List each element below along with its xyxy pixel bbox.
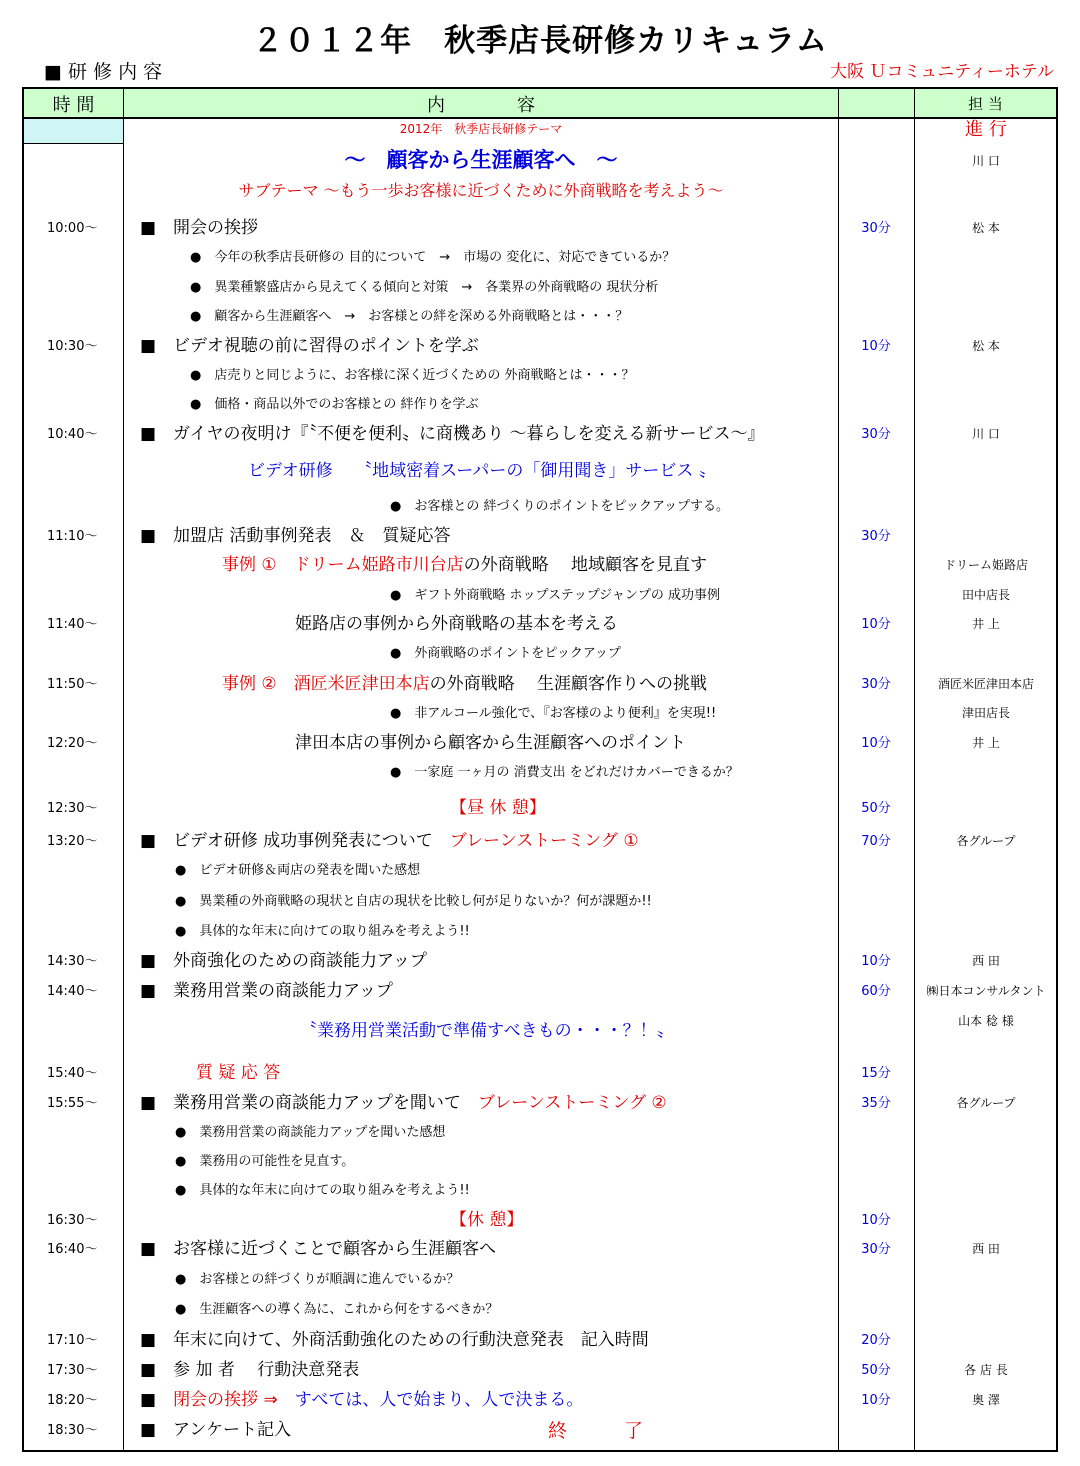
row-person: 川 口 <box>972 427 1000 441</box>
progress-person: 川 口 <box>972 154 1000 168</box>
row-time: 18:30～ <box>47 1423 98 1438</box>
row-content <box>190 251 675 264</box>
row-minutes: 30分 <box>861 427 891 442</box>
row-text: 〝業務用営業活動で準備すべきもの・・・？！〟 <box>300 1021 674 1041</box>
row-text: の外商戦略 地域顧客を見直す <box>463 555 708 575</box>
row-content <box>390 766 739 779</box>
row-content <box>450 1212 523 1229</box>
row-content <box>190 310 628 323</box>
row-content <box>295 735 686 752</box>
row-content <box>190 281 658 294</box>
row-text: ● 異業種繁盛店から見えてくる傾向と対策 → 各業界の外商戦略の 現状分析 <box>190 280 659 295</box>
row-content <box>175 895 652 908</box>
row-minutes: 10分 <box>861 1393 891 1408</box>
row-minutes: 50分 <box>861 1363 891 1378</box>
row-text: ● 具体的な年末に向けての取り組みを考えよう!! <box>175 924 470 939</box>
row-person: 各グループ <box>956 1096 1016 1110</box>
row-content <box>175 864 420 877</box>
row-content <box>140 426 764 443</box>
row-content <box>140 1241 496 1258</box>
row-content <box>140 833 639 850</box>
row-text: の外商戦略 生涯顧客作りへの挑戦 <box>429 674 708 694</box>
row-time: 17:30～ <box>47 1363 98 1378</box>
row-content <box>175 925 470 938</box>
row-minutes: 35分 <box>861 1096 891 1111</box>
row-person: 田中店長 <box>961 588 1010 602</box>
row-text: ■ 参 加 者 行動決意発表 <box>140 1360 360 1380</box>
row-time: 10:30～ <box>47 339 98 354</box>
row-time: 15:55～ <box>47 1096 98 1111</box>
row-time: 10:40～ <box>47 427 98 442</box>
row-minutes: 60分 <box>861 984 891 999</box>
row-content <box>140 1392 583 1409</box>
row-text: ● お客様との絆づくりが順調に進んでいるか？ <box>175 1272 460 1287</box>
row-content <box>175 1273 459 1286</box>
row-time: 18:20～ <box>47 1393 98 1408</box>
theme-label: 2012年 秋季店長研修テーマ <box>399 122 563 136</box>
row-text: ビデオ研修 〝地域密着スーパーの「御用聞き」サービス 〟 <box>248 461 716 481</box>
row-time: 12:30～ <box>47 801 98 816</box>
row-text: ■ 開会の挨拶 <box>140 218 259 238</box>
header-content: 内 容 <box>427 95 535 116</box>
row-content <box>140 953 427 970</box>
row-content <box>175 1155 354 1168</box>
row-minutes: 70分 <box>861 834 891 849</box>
time-header-cell <box>24 119 123 144</box>
row-text: 姫路店の事例から外商戦略の基本を考える <box>295 614 618 634</box>
row-text: ● 顧客から生涯顧客へ → お客様との絆を深める外商戦略とは・・・？ <box>190 309 629 324</box>
row-text: ● 業務用営業の商談能力アップを聞いた感想 <box>175 1125 446 1140</box>
row-minutes: 10分 <box>861 736 891 751</box>
column-divider <box>914 89 915 1450</box>
row-content <box>175 1303 498 1316</box>
row-minutes: 10分 <box>861 339 891 354</box>
row-text: 津田本店の事例から顧客から生涯顧客へのポイント <box>295 733 686 753</box>
bullet: ■ <box>140 1390 157 1410</box>
row-text: ■ 業務用営業の商談能力アップを聞いて <box>140 1093 461 1113</box>
row-content <box>222 676 707 693</box>
row-person: 井 上 <box>972 617 1000 631</box>
row-person: 奥 澤 <box>972 1393 1000 1407</box>
row-minutes: 10分 <box>861 1213 891 1228</box>
brainstorming-label: ブレーンストーミング ② <box>477 1093 667 1113</box>
row-content <box>140 338 479 355</box>
row-content <box>140 220 258 237</box>
row-text: ● 非アルコール強化で、『お客様のより便利』を実現!! <box>390 706 717 721</box>
row-content <box>196 1065 280 1082</box>
section-label: ■ 研 修 内 容 <box>44 61 163 83</box>
page-title: ２０１２年 秋季店長研修カリキュラム <box>252 23 828 59</box>
row-content <box>190 398 478 411</box>
row-minutes: 30分 <box>861 1242 891 1257</box>
row-text: 【休 憩】 <box>450 1210 524 1230</box>
row-text: ● ギフト外商戦略 ホップステップジャンプの 成功事例 <box>390 588 721 603</box>
row-minutes: 30分 <box>861 677 891 692</box>
theme-main: ～ 顧客から生涯顧客へ ～ <box>344 148 618 172</box>
row-content <box>300 1023 674 1040</box>
row-time: 10:00～ <box>47 221 98 236</box>
row-content <box>140 1422 291 1439</box>
venue-label: 大阪 Ｕコミュニティーホテル <box>830 62 1054 82</box>
row-person: 津田店長 <box>961 706 1010 720</box>
row-text: ■ 外商強化のための商談能力アップ <box>140 951 427 971</box>
row-minutes: 10分 <box>861 954 891 969</box>
end-label: 終 了 <box>548 1420 644 1442</box>
row-text: ● ビデオ研修＆両店の発表を聞いた感想 <box>175 863 421 878</box>
row-time: 11:50～ <box>47 677 98 692</box>
row-text: ● 今年の秋季店長研修の 目的について → 市場の 変化に、対応できているか？ <box>190 250 676 265</box>
row-text: 【昼 休 憩】 <box>450 798 546 818</box>
row-person: 各グループ <box>956 834 1016 848</box>
case-title: 事例 ① ドリーム姫路市川台店 <box>222 555 464 575</box>
row-time: 15:40～ <box>47 1066 98 1081</box>
row-content <box>140 1095 667 1112</box>
closing-motto: すべては、人で始まり、人で決まる。 <box>294 1390 584 1410</box>
row-person: 西 田 <box>972 1242 1000 1256</box>
row-time: 11:40～ <box>47 617 98 632</box>
row-text: ■ ビデオ視聴の前に習得のポイントを学ぶ <box>140 336 479 356</box>
row-text: ■ ビデオ研修 成功事例発表について <box>140 831 433 851</box>
row-person: 酒匠米匠津田本店 <box>937 677 1034 691</box>
row-content <box>140 983 393 1000</box>
row-content <box>390 647 621 660</box>
row-text: ● 価格・商品以外でのお客様との 絆作りを学ぶ <box>190 397 479 412</box>
theme-sub: サブテーマ ～もう一歩お客様に近づくために外商戦略を考えよう～ <box>238 181 724 200</box>
row-person: 西 田 <box>972 954 1000 968</box>
row-content <box>295 616 618 633</box>
row-minutes: 15分 <box>861 1066 891 1081</box>
row-content <box>175 1126 445 1139</box>
row-text: ● お客様との 絆づくりのポイントをピックアップする。 <box>390 499 730 514</box>
row-time: 17:10～ <box>47 1333 98 1348</box>
row-time: 14:30～ <box>47 954 98 969</box>
row-person: ㈱日本コンサルタント <box>926 984 1046 998</box>
row-text: ● 店売りと同じように、お客様に深く近づくための 外商戦略とは・・・？ <box>190 368 635 383</box>
row-minutes: 30分 <box>861 221 891 236</box>
row-text: ● 外商戦略のポイントをピックアップ <box>390 646 621 661</box>
row-content <box>175 1184 470 1197</box>
case-title: 事例 ② 酒匠米匠津田本店 <box>222 674 430 694</box>
row-person: ドリーム姫路店 <box>943 558 1028 572</box>
row-minutes: 20分 <box>861 1333 891 1348</box>
brainstorming-label: ブレーンストーミング ① <box>449 831 639 851</box>
row-minutes: 50分 <box>861 801 891 816</box>
row-text: ■ 加盟店 活動事例発表 ＆ 質疑応答 <box>140 526 451 546</box>
row-text: ● 一家庭 一ヶ月の 消費支出 をどれだけカバーできるか？ <box>390 765 739 780</box>
row-content <box>140 1332 649 1349</box>
row-content <box>390 707 716 720</box>
row-time: 16:40～ <box>47 1242 98 1257</box>
row-content <box>390 589 720 602</box>
column-divider <box>123 89 124 1450</box>
row-text: ■ ガイヤの夜明け『〝不便を便利〟に商機あり ～暮らしを変える新サービス～』 <box>140 424 765 444</box>
row-person: 井 上 <box>972 736 1000 750</box>
row-content <box>190 369 634 382</box>
row-minutes: 30分 <box>861 529 891 544</box>
row-text: ■ 業務用営業の商談能力アップ <box>140 981 393 1001</box>
row-text: ■ アンケート記入 <box>140 1420 292 1440</box>
row-content <box>248 463 716 480</box>
row-person: 松 本 <box>972 221 1000 235</box>
row-time: 16:30～ <box>47 1213 98 1228</box>
row-time: 13:20～ <box>47 834 98 849</box>
row-time: 12:20～ <box>47 736 98 751</box>
row-content <box>222 557 707 574</box>
row-text: ■ 年末に向けて、外商活動強化のための行動決意発表 記入時間 <box>140 1330 649 1350</box>
row-text: ● 異業種の外商戦略の現状と自店の現状を比較し何が足りないか？何が課題か!! <box>175 894 652 909</box>
row-text: ● 業務用の可能性を見直す。 <box>175 1154 355 1169</box>
row-text: ■ お客様に近づくことで顧客から生涯顧客へ <box>140 1239 497 1259</box>
header-person: 担 当 <box>968 95 1003 113</box>
row-person: 各 店 長 <box>964 1363 1008 1377</box>
row-text: ● 生涯顧客への導く為に、これから何をするべきか？ <box>175 1302 499 1317</box>
progress-label: 進 行 <box>965 119 1007 140</box>
closing-label: 閉会の挨拶 ⇒ <box>173 1390 278 1410</box>
row-time: 14:40～ <box>47 984 98 999</box>
row-time: 11:10～ <box>47 529 98 544</box>
row-content <box>140 528 450 545</box>
row-content <box>140 1362 359 1379</box>
row-content <box>390 500 729 513</box>
row-person: 山本 稔 様 <box>958 1014 1014 1028</box>
header-time: 時 間 <box>52 95 95 116</box>
row-person: 松 本 <box>972 339 1000 353</box>
row-content <box>450 800 546 817</box>
row-text: 質 疑 応 答 <box>196 1063 281 1083</box>
row-minutes: 10分 <box>861 617 891 632</box>
row-text: ● 具体的な年末に向けての取り組みを考えよう!! <box>175 1183 470 1198</box>
